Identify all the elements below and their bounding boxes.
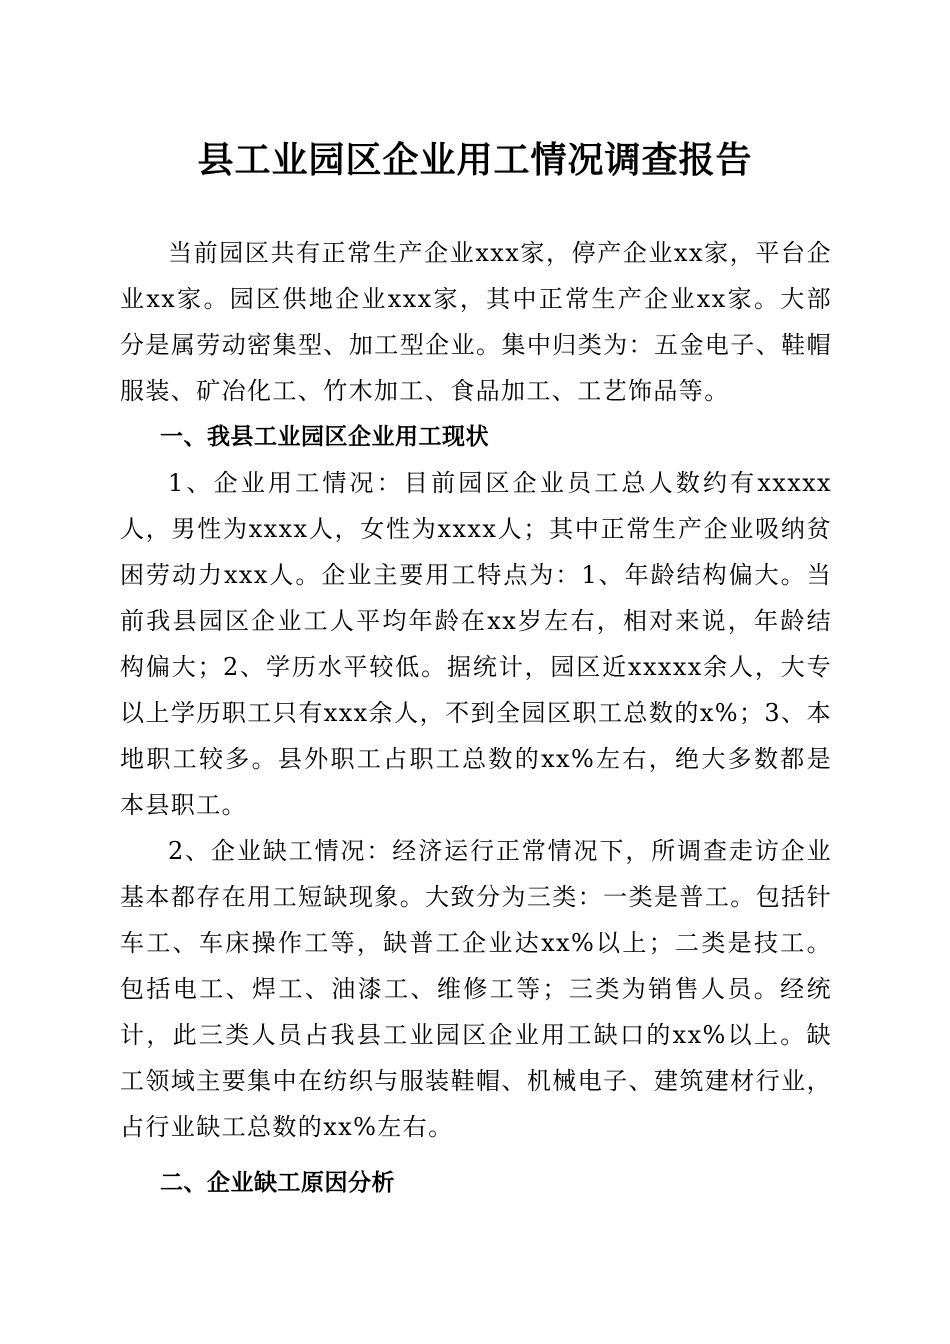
document-body (120, 230, 832, 1206)
section1-paragraph-2: 2、企业缺工情况：经济运行正常情况下，所调查走访企业基本都存在用工短缺现象。大致分为三类：一类是普工。包括针车工、车床操作工等，缺普工企业达xx%以上；二类是技工。包括电工、焊工、油漆工、维修工等；三类为销售人员。经统计，此三类人员占我县工业园区企业用工缺口的xx%以上。缺工领域主要集中在纺织与服装鞋帽、机械电子、建筑建材行业，占行业缺工总数的xx%左右。 (120, 837, 832, 1141)
intro-paragraph: 当前园区共有正常生产企业xxx家，停产企业xx家，平台企业xx家。园区供地企业xxx家，其中正常生产企业xx家。大部分是属劳动密集型、加工型企业。集中归类为：五金电子、鞋帽服装、矿冶化工、竹木加工、食品加工、工艺饰品等。 (120, 239, 832, 405)
section-heading-1: 一、我县工业园区企业用工现状 (160, 424, 489, 450)
section1-paragraph-1: 1、企业用工情况：目前园区企业员工总人数约有xxxxx人，男性为xxxx人，女性为xxxx人；其中正常生产企业吸纳贫困劳动力xxx人。企业主要用工特点为：1、年龄结构偏大。当前我县园区企业工人平均年龄在xx岁左右，相对来说，年龄结构偏大；2、学历水平较低。据统计，园区近xxxxx余人，大专以上学历职工只有xxx余人，不到全园区职工总数的x%；3、本地职工较多。县外职工占职工总数的xx%左右，绝大多数都是本县职工。 (120, 469, 832, 819)
section-heading-2: 二、企业缺工原因分析 (160, 1170, 395, 1196)
document-title: 县工业园区企业用工情况调查报告 (197, 139, 753, 181)
